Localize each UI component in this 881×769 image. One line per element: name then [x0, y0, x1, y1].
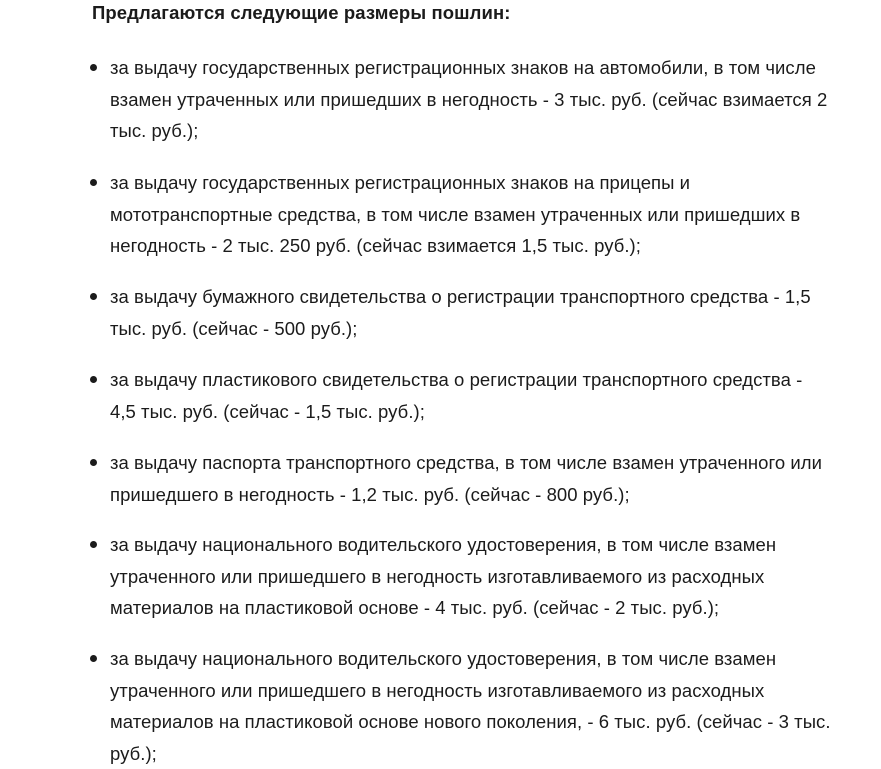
fee-text-line: взамен утраченных или пришедших в негодность - 3 тыс. руб. (сейчас взимается 2 — [110, 84, 875, 116]
fee-text-line: за выдачу национального водительского удостоверения, в том числе взамен — [110, 529, 875, 561]
bullet-dot — [90, 655, 97, 662]
fee-text — [110, 643, 875, 769]
bullet-dot — [90, 541, 97, 548]
fee-text — [110, 167, 875, 262]
fee-text-line: материалов на пластиковой основе нового поколения, - 6 тыс. руб. (сейчас - 3 тыс. — [110, 706, 875, 738]
fee-text-line: материалов на пластиковой основе - 4 тыс. руб. (сейчас - 2 тыс. руб.); — [110, 592, 875, 624]
fee-text-line: за выдачу пластикового свидетельства о регистрации транспортного средства - — [110, 364, 875, 396]
fee-text-line: за выдачу паспорта транспортного средства, в том числе взамен утраченного или — [110, 447, 875, 479]
fee-text-line: за выдачу национального водительского удостоверения, в том числе взамен — [110, 643, 875, 675]
bullet-dot — [90, 376, 97, 383]
fee-text-line: за выдачу бумажного свидетельства о регистрации транспортного средства - 1,5 — [110, 281, 875, 313]
bullet-dot — [90, 179, 97, 186]
bullet-dot — [90, 293, 97, 300]
page-heading: Предлагаются следующие размеры пошлин: — [92, 0, 511, 26]
fee-text — [110, 529, 875, 624]
fee-text — [110, 281, 875, 344]
fee-text-line: тыс. руб.); — [110, 115, 875, 147]
fee-text-line: за выдачу государственных регистрационных знаков на автомобили, в том числе — [110, 52, 875, 84]
fee-text-line: утраченного или пришедшего в негодность изготавливаемого из расходных — [110, 675, 875, 707]
fee-text-line: руб.); — [110, 738, 875, 769]
fee-text — [110, 364, 875, 427]
fee-text-line: за выдачу государственных регистрационных знаков на прицепы и — [110, 167, 875, 199]
fee-text-line: утраченного или пришедшего в негодность изготавливаемого из расходных — [110, 561, 875, 593]
fee-text-line: тыс. руб. (сейчас - 500 руб.); — [110, 313, 875, 345]
fee-text-line: негодность - 2 тыс. 250 руб. (сейчас взимается 1,5 тыс. руб.); — [110, 230, 875, 262]
fee-text-line: мототранспортные средства, в том числе взамен утраченных или пришедших в — [110, 199, 875, 231]
fee-text-line: пришедшего в негодность - 1,2 тыс. руб. (сейчас - 800 руб.); — [110, 479, 875, 511]
bullet-dot — [90, 64, 97, 71]
fee-text-line: 4,5 тыс. руб. (сейчас - 1,5 тыс. руб.); — [110, 396, 875, 428]
bullet-dot — [90, 459, 97, 466]
fee-text — [110, 447, 875, 510]
fee-text — [110, 52, 875, 147]
